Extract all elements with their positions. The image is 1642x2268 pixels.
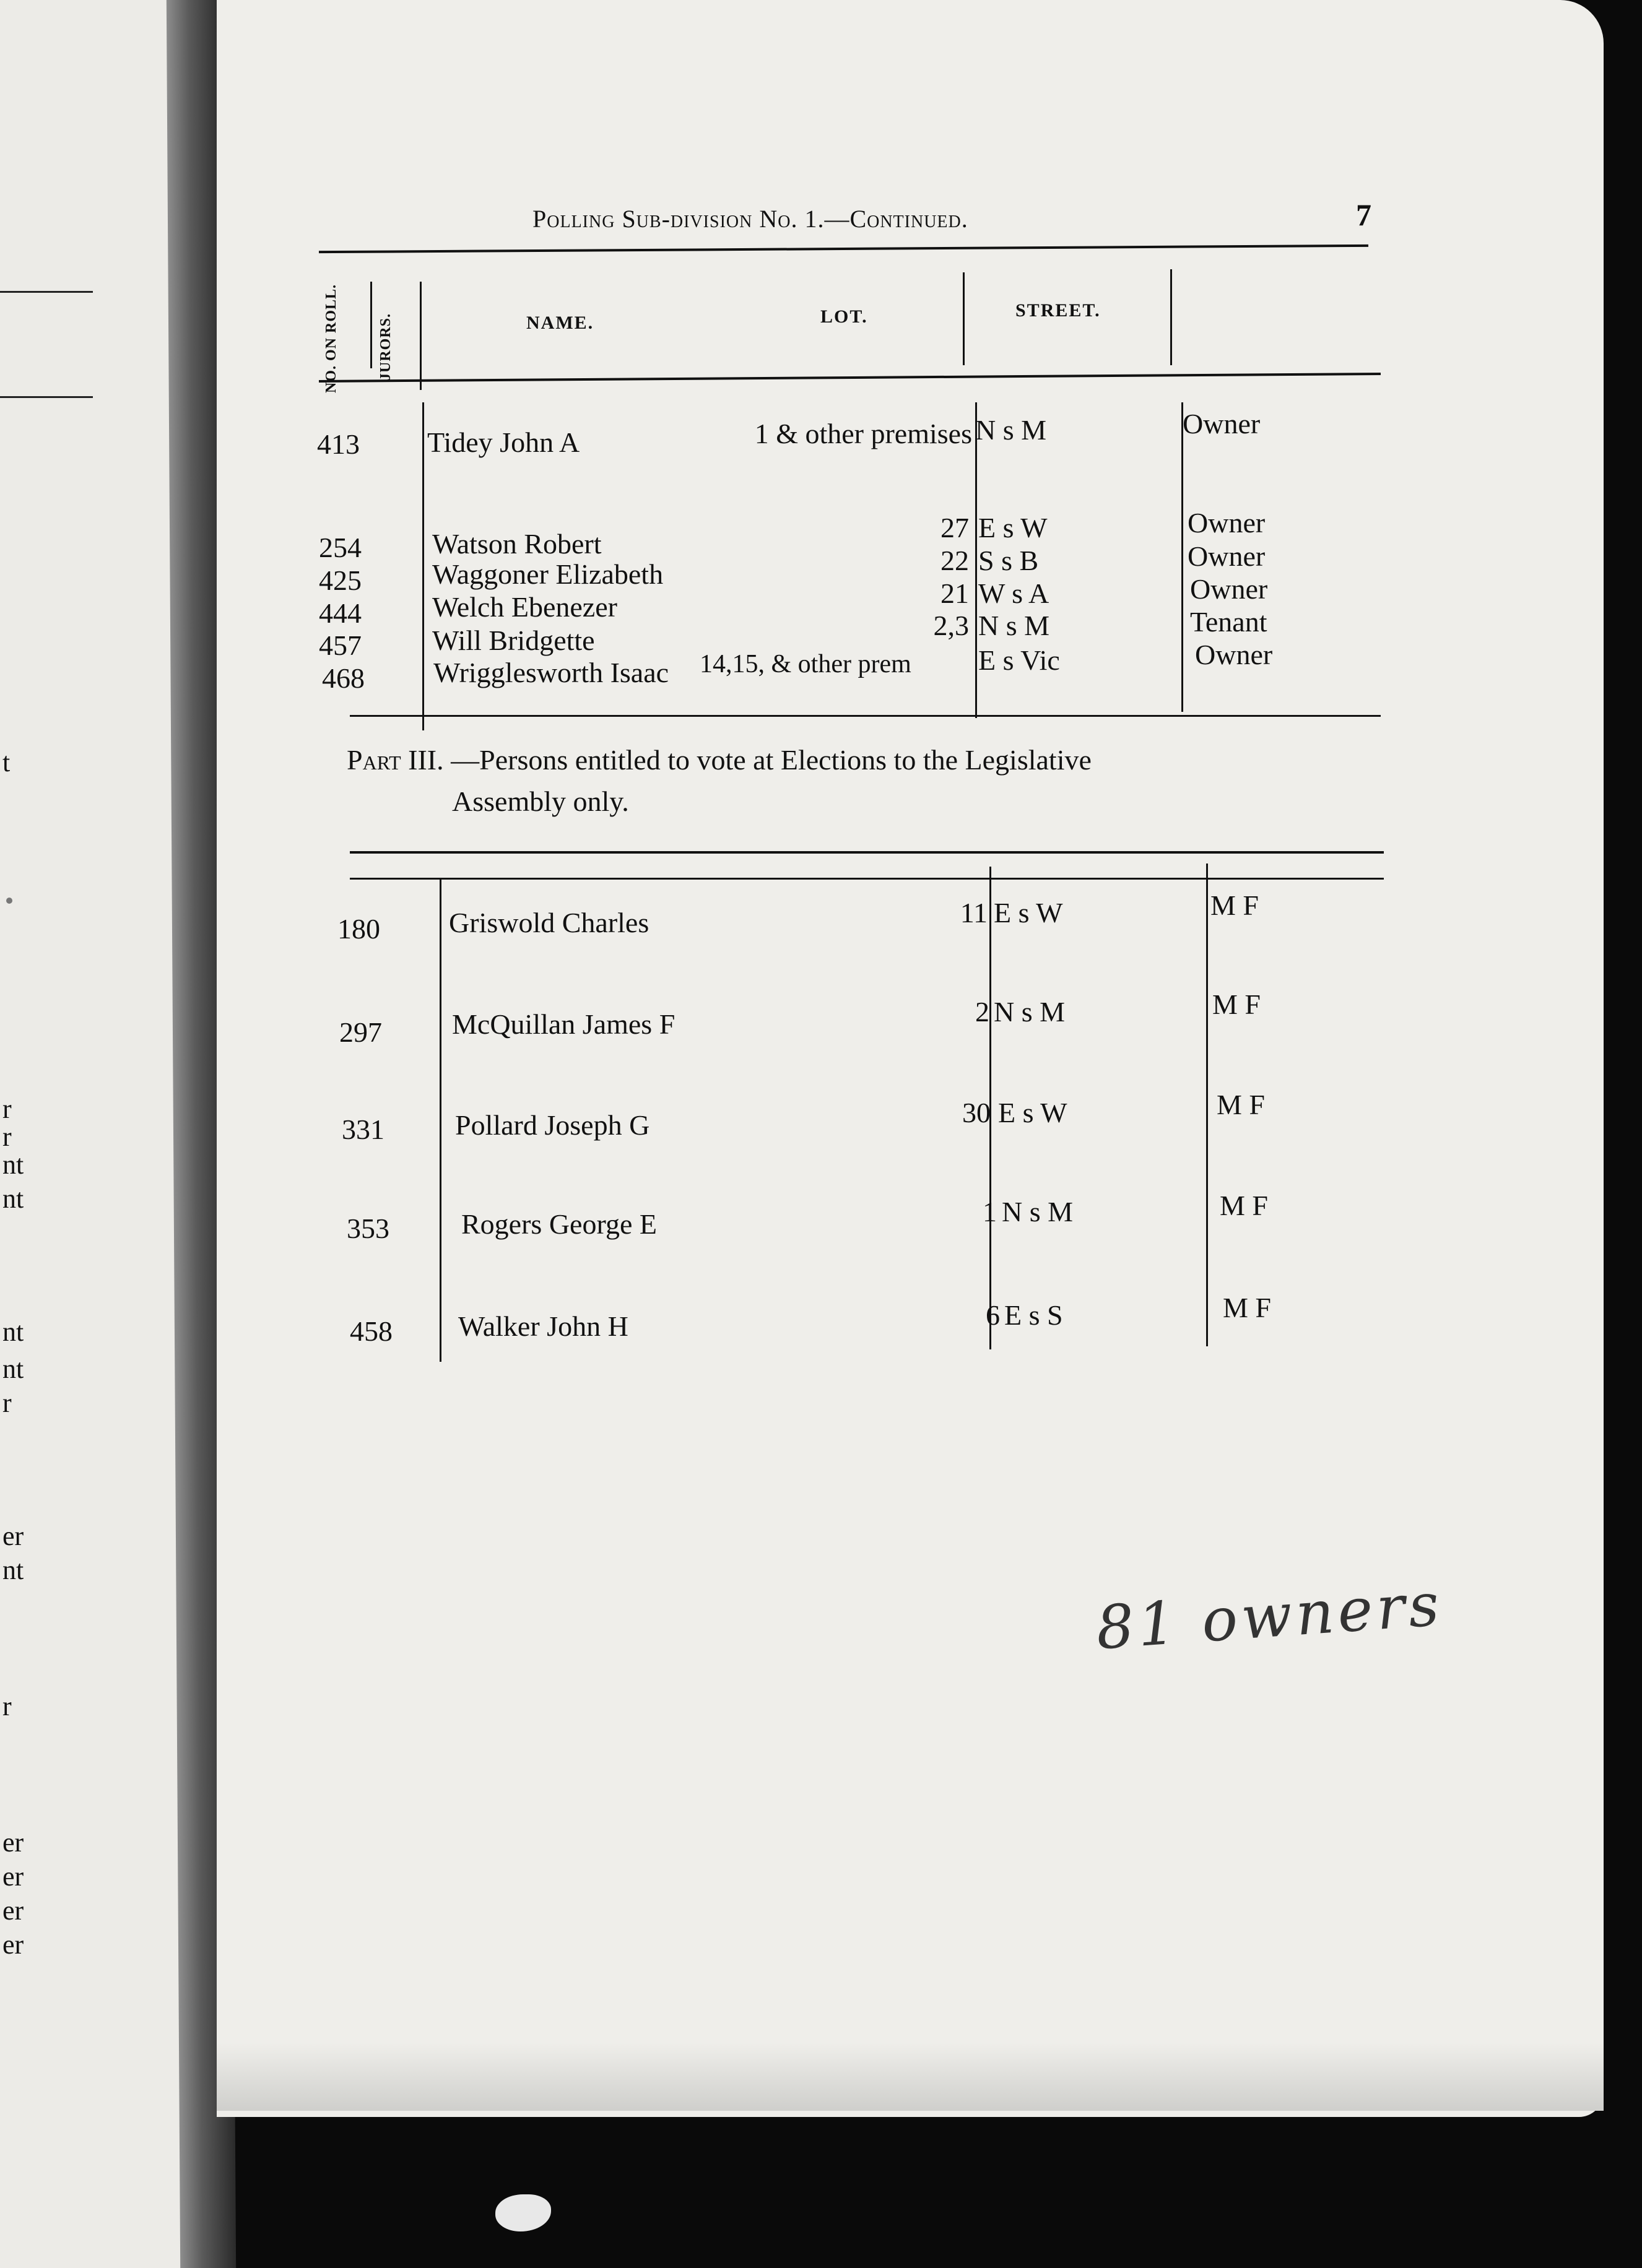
status-value: Owner: [1183, 408, 1261, 439]
left-page-fragment: r: [2, 1094, 12, 1124]
left-page-fragment: nt: [2, 1555, 24, 1585]
street-value: W s A: [978, 578, 1049, 609]
left-page: [0, 0, 186, 2268]
status-value: M F: [1223, 1292, 1271, 1323]
table-divider: [1206, 863, 1208, 1346]
lot-value: 14,15, & other prem: [700, 650, 911, 678]
lot-value: 1 & other premises: [754, 418, 972, 449]
elector-name: Tidey John A: [427, 426, 580, 458]
left-page-fragment: nt: [2, 1149, 24, 1180]
status-value: Owner: [1195, 639, 1273, 670]
elector-name: Rogers George E: [461, 1208, 657, 1240]
left-page-fragment: nt: [2, 1317, 24, 1347]
roll-number: 331: [342, 1114, 384, 1145]
status-value: M F: [1220, 1190, 1268, 1221]
roll-number: 297: [339, 1016, 382, 1048]
table-divider: [975, 402, 977, 718]
table-divider: [440, 879, 441, 1362]
elector-name: Watson Robert: [432, 528, 602, 560]
left-page-rule: [0, 396, 93, 398]
table-divider: [1181, 402, 1183, 712]
left-page-mark: [6, 898, 12, 904]
status-value: M F: [1210, 889, 1259, 921]
part-three-top-rule: [350, 851, 1384, 854]
column-header-name: NAME.: [526, 313, 594, 333]
header-divider: [963, 272, 965, 365]
status-value: M F: [1212, 989, 1261, 1020]
part-three-heading-line1: —Persons entitled to vote at Elections to the Legislative: [451, 744, 1092, 776]
street-value: S s B: [978, 545, 1039, 576]
elector-name: Walker John H: [458, 1310, 628, 1342]
running-title-tail: —Continued.: [824, 205, 968, 233]
left-page-fragment: t: [2, 747, 11, 777]
roll-number: 254: [319, 532, 362, 563]
left-page-fragment: er: [2, 1895, 24, 1926]
left-page-fragment: r: [2, 1388, 12, 1418]
elector-name: Welch Ebenezer: [432, 591, 617, 623]
lot-value: 21: [940, 578, 969, 609]
column-header-lot: LOT.: [820, 306, 868, 327]
roll-number: 468: [322, 662, 365, 694]
street-value: E s Vic: [978, 644, 1060, 676]
table-divider: [422, 402, 424, 730]
right-page: [217, 0, 1604, 2117]
roll-number: 413: [317, 428, 360, 460]
part-three-label: Part III.: [347, 744, 444, 776]
street-value: N s M: [1002, 1196, 1074, 1227]
left-page-fragment: r: [2, 1691, 12, 1721]
left-page-fragment: er: [2, 1827, 24, 1858]
elector-name: Waggoner Elizabeth: [432, 558, 664, 590]
status-value: Owner: [1190, 573, 1268, 605]
status-value: Owner: [1188, 507, 1266, 539]
lot-value: 6: [986, 1299, 1000, 1331]
left-page-fragment: nt: [2, 1184, 24, 1214]
roll-number: 457: [319, 630, 362, 661]
left-page-rule: [0, 291, 93, 293]
roll-number: 353: [347, 1213, 389, 1244]
elector-name: Wrigglesworth Isaac: [433, 657, 669, 688]
running-title-lead: Polling Sub-division No. 1.: [532, 205, 825, 233]
lot-value: 2,3: [933, 610, 969, 641]
section-rule: [350, 715, 1381, 717]
left-page-fragment: r: [2, 1122, 12, 1152]
lot-value: 11: [960, 897, 988, 928]
street-value: E s W: [998, 1097, 1067, 1128]
handwritten-note: 81 owners: [1093, 1569, 1445, 1663]
paper-blot: [495, 2194, 551, 2231]
roll-number: 458: [350, 1315, 393, 1347]
column-header-jurors: JURORS.: [378, 313, 394, 381]
lot-value: 30: [962, 1097, 991, 1128]
status-value: M F: [1217, 1089, 1265, 1120]
header-divider: [420, 282, 422, 390]
page-edge-shadow: [217, 2043, 1604, 2111]
left-page-fragment: er: [2, 1861, 24, 1892]
street-value: N s M: [975, 414, 1047, 446]
left-page-fragment: nt: [2, 1354, 24, 1384]
street-value: E s W: [994, 897, 1063, 928]
elector-name: Pollard Joseph G: [455, 1109, 650, 1141]
street-value: N s M: [978, 610, 1050, 641]
left-page-fragment: er: [2, 1929, 24, 1960]
page-number: 7: [1356, 197, 1371, 232]
elector-name: McQuillan James F: [452, 1008, 675, 1040]
lot-value: 27: [940, 512, 969, 543]
left-page-fragment: er: [2, 1521, 24, 1551]
status-value: Owner: [1188, 540, 1266, 572]
part-three-heading: [347, 740, 1387, 822]
roll-number: 444: [319, 597, 362, 629]
column-header-roll: NO. ON ROLL.: [323, 284, 339, 393]
street-value: E s W: [978, 512, 1048, 543]
roll-number: 180: [337, 913, 380, 945]
part-three-second-rule: [350, 878, 1384, 880]
street-value: E s S: [1004, 1299, 1063, 1331]
street-value: N s M: [994, 996, 1066, 1028]
running-title: [532, 204, 968, 233]
roll-number: 425: [319, 565, 362, 596]
lot-value: 2: [975, 996, 989, 1028]
lot-value: 22: [940, 545, 969, 576]
header-divider: [1170, 269, 1172, 365]
status-value: Tenant: [1190, 606, 1267, 638]
part-three-heading-line2: Assembly only.: [452, 785, 629, 817]
column-header-street: STREET.: [1015, 300, 1101, 321]
lot-value: 1: [983, 1196, 997, 1227]
elector-name: Will Bridgette: [432, 625, 595, 656]
header-divider: [370, 282, 372, 368]
elector-name: Griswold Charles: [449, 907, 649, 938]
